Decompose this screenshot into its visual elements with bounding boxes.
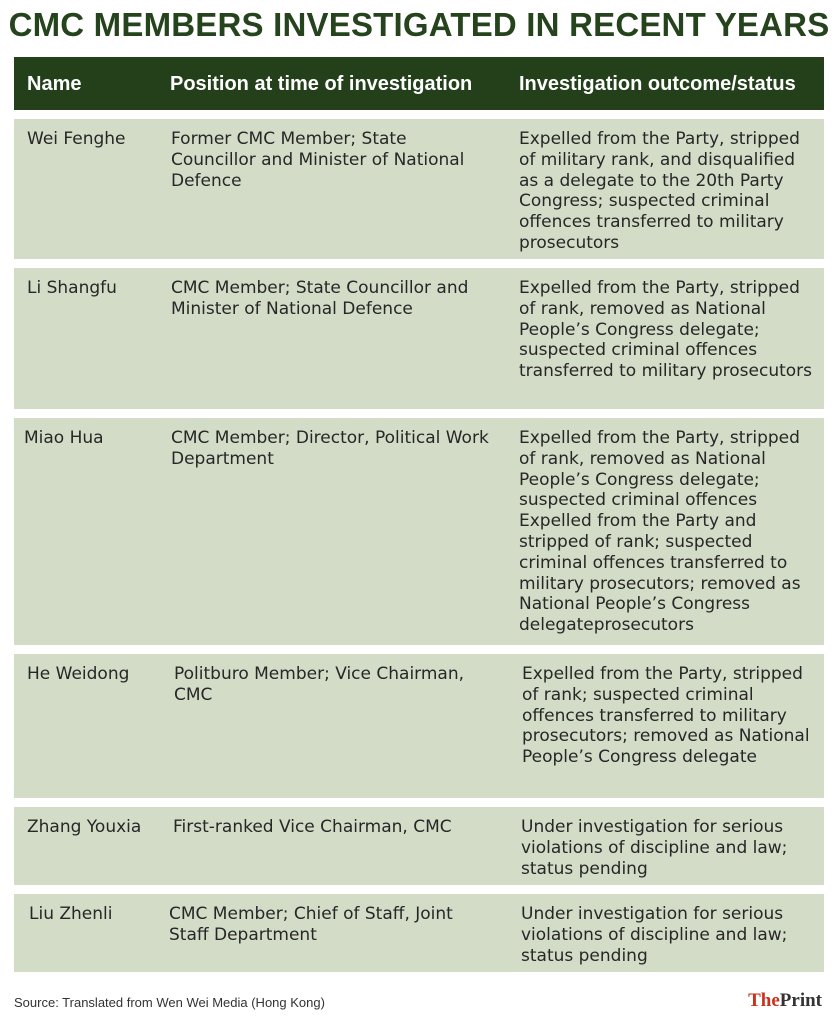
header-name: Name — [27, 73, 82, 95]
table-row — [14, 894, 824, 972]
row-position: CMC Member; Chief of Staff, Joint Staff Department — [169, 904, 453, 945]
table-row — [14, 418, 824, 645]
row-position: CMC Member; State Councillor and Minister of National Defence — [171, 278, 469, 319]
table-row — [14, 654, 824, 798]
row-position: CMC Member; Director, Political Work Department — [171, 428, 489, 469]
row-outcome: Expelled from the Party, stripped of rank, removed as National People’s Congress delegate; suspected criminal offences transferred to military prosecutors — [519, 278, 813, 382]
page-title: CMC MEMBERS INVESTIGATED IN RECENT YEARS — [8, 6, 830, 43]
row-name: Wei Fenghe — [27, 129, 126, 149]
table-row — [14, 807, 824, 885]
row-outcome: Under investigation for serious violations of discipline and law; status pending — [521, 817, 788, 879]
logo-the: The — [748, 990, 780, 1011]
theprint-logo — [748, 990, 822, 1012]
logo-print: Print — [779, 990, 822, 1011]
row-name: Li Shangfu — [27, 278, 117, 298]
table-row — [14, 268, 824, 409]
source-note: Source: Translated from Wen Wei Media (Hong Kong) — [14, 995, 325, 1010]
row-outcome: Under investigation for serious violations of discipline and law; status pending — [521, 904, 788, 966]
row-position: Former CMC Member; State Councillor and Minister of National Defence — [171, 129, 465, 191]
row-name: He Weidong — [27, 664, 130, 684]
table-row — [14, 119, 824, 259]
row-position: First-ranked Vice Chairman, CMC — [173, 817, 452, 837]
row-position: Politburo Member; Vice Chairman, CMC — [174, 664, 465, 705]
row-outcome: Expelled from the Party, stripped of military rank, and disqualified as a delegate to the 20th Party Congress; suspected criminal offences transferred to military prosecutors — [519, 129, 800, 253]
table-header — [14, 57, 824, 110]
row-name: Liu Zhenli — [29, 904, 113, 924]
row-outcome: Expelled from the Party, stripped of rank, removed as National People’s Congress delegate; suspected criminal offences Expelled from the Party and stripped of rank; suspected criminal offences transferred to military prosecutors; removed as National People’s Congress delegateprosecutors — [519, 428, 801, 636]
row-name: Zhang Youxia — [27, 817, 142, 837]
header-position: Position at time of investigation — [170, 73, 473, 95]
row-name: Miao Hua — [24, 428, 104, 448]
row-outcome: Expelled from the Party, stripped of rank; suspected criminal offences transferred to military prosecutors; removed as National People’s Congress delegate — [522, 664, 810, 768]
header-outcome: Investigation outcome/status — [519, 73, 796, 95]
